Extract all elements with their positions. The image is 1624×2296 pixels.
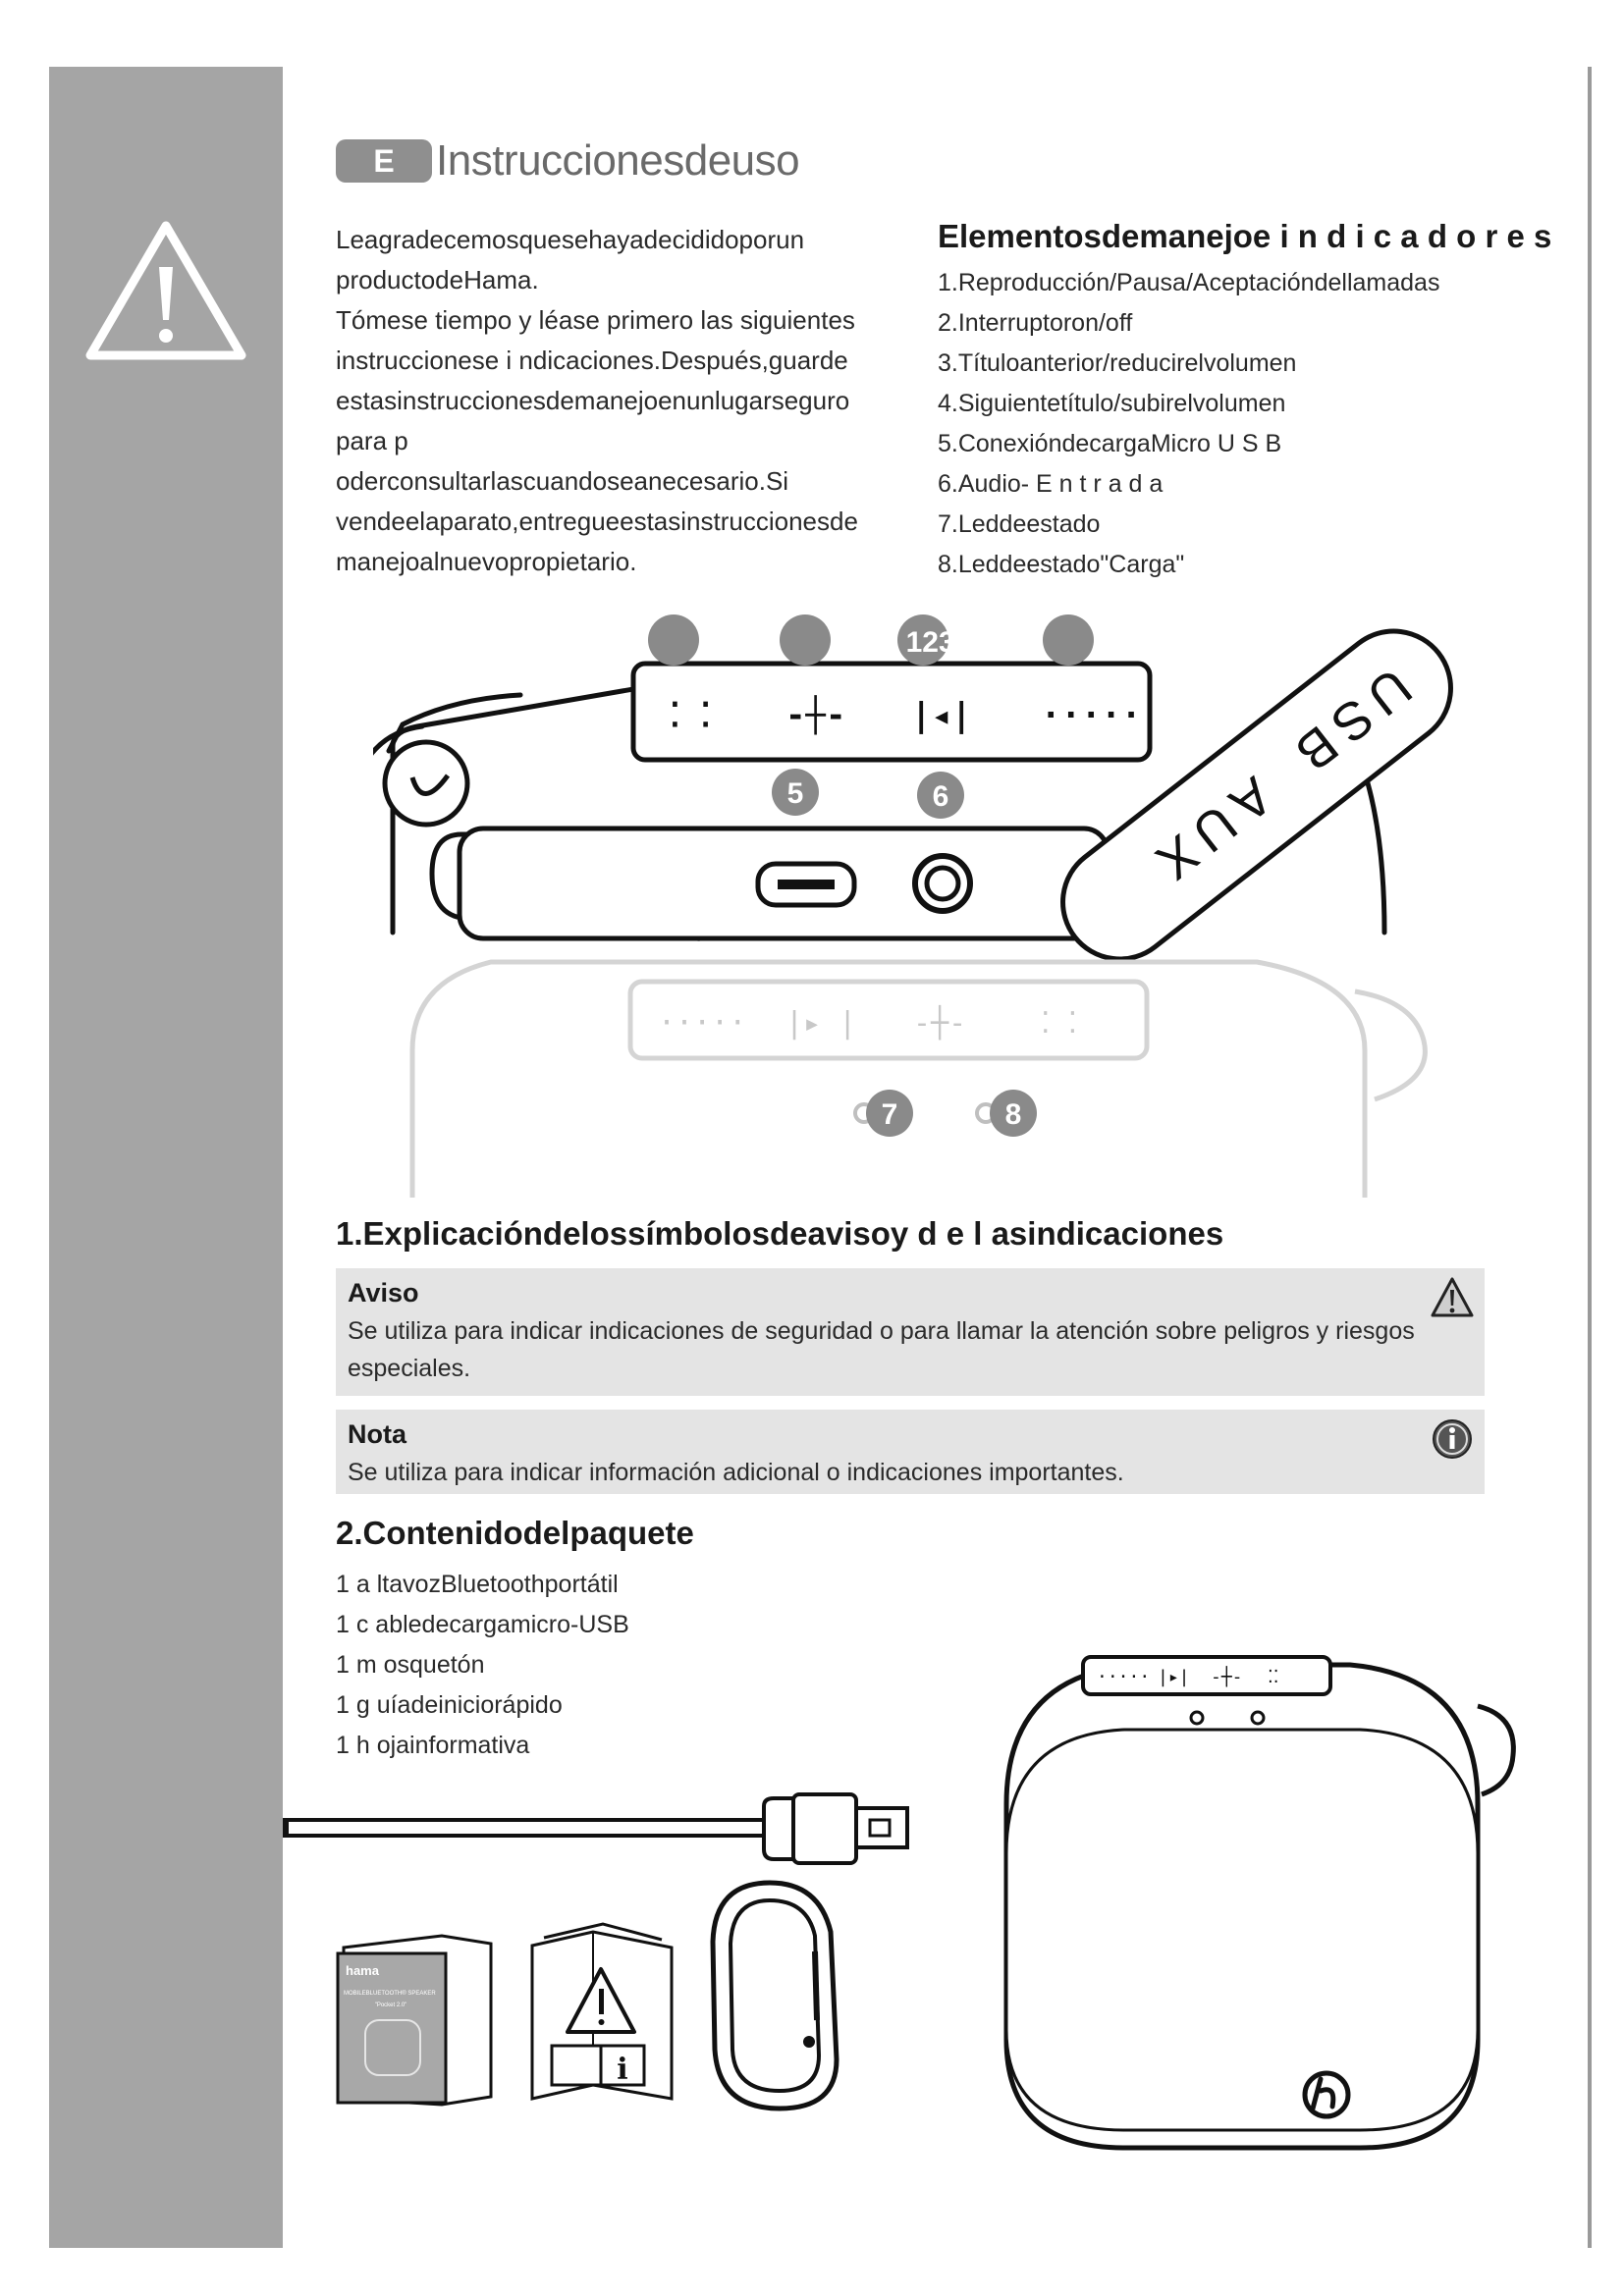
control-item: 2.Interruptoron/off xyxy=(938,309,1133,337)
section-1-title: 1.Explicacióndelossímbolosdeavisoy d e l asindicaciones xyxy=(336,1215,1224,1252)
warning-sidebar-icon xyxy=(82,218,249,365)
cap-label-aux: AUX xyxy=(1137,765,1283,897)
package-item: 1 g uíadeiniciorápido xyxy=(336,1691,563,1719)
speaker-controls-diagram xyxy=(373,589,1522,1217)
usb-cable-illustration xyxy=(283,1777,931,1875)
svg-text:i: i xyxy=(617,2053,628,2087)
package-contents-list xyxy=(336,1565,629,1766)
svg-text:-┼-: -┼- xyxy=(785,696,846,735)
aviso-box xyxy=(336,1268,1485,1396)
package-item: 1 m osquetón xyxy=(336,1651,485,1679)
info-circle-icon xyxy=(1430,1417,1475,1461)
nota-box xyxy=(336,1410,1485,1494)
aviso-heading: Aviso xyxy=(348,1278,419,1308)
callout-5: 5 xyxy=(786,777,804,810)
control-item: 3.Títuloanterior/reducirelvolumen xyxy=(938,349,1297,377)
info-sheet-illustration xyxy=(524,1912,681,2109)
cap-label-usb: USB xyxy=(1276,657,1423,789)
control-item: 5.ConexióndecargaMicro U S B xyxy=(938,430,1282,457)
right-margin-rule xyxy=(1588,67,1592,2248)
svg-text:-┼-: -┼- xyxy=(913,1006,967,1041)
speaker-illustration xyxy=(967,1647,1517,2158)
intro-paragraph: Leagradecemosquesehayadecididoporun productodeHama. xyxy=(336,225,805,294)
document-title: Instruccionesdeuso xyxy=(436,136,800,185)
control-item: 1.Reproducción/Pausa/Aceptacióndellamadas xyxy=(938,269,1440,296)
svg-text:·····: ····· xyxy=(1041,696,1142,735)
control-item: 6.Audio- E n t r a d a xyxy=(938,470,1164,498)
control-item: 8.Leddeestado"Carga" xyxy=(938,551,1185,578)
callout-8: 8 xyxy=(1004,1098,1022,1131)
language-badge: E xyxy=(336,139,432,183)
svg-text:-┼-: -┼- xyxy=(1211,1667,1243,1687)
svg-text:⁚ ⁚: ⁚ ⁚ xyxy=(670,696,712,735)
guide-brand: hama xyxy=(346,1963,379,1978)
guide-model: "Pocket 2.0" xyxy=(374,2002,407,2008)
svg-text:|▸|: |▸| xyxy=(1158,1667,1190,1687)
controls-list-section xyxy=(938,218,1552,585)
svg-text:·····: ····· xyxy=(1097,1667,1151,1687)
section-2-title: 2.Contenidodelpaquete xyxy=(336,1515,694,1551)
aviso-text: Se utiliza para indicar indicaciones de seguridad o para llamar la atención sobre peligros y riesgos especiales. xyxy=(348,1317,1415,1382)
warning-triangle-icon xyxy=(1430,1276,1475,1319)
nota-text: Se utiliza para indicar información adicional o indicaciones importantes. xyxy=(348,1459,1124,1486)
side-bar xyxy=(49,67,283,2248)
guide-product: MOBILEBLUETOOTH® SPEAKER xyxy=(344,1991,436,1997)
controls-title: Elementosdemanejoe i n d i c a d o r e s xyxy=(938,218,1552,254)
svg-text:|◂|: |◂| xyxy=(911,696,972,735)
control-item: 4.Siguientetítulo/subirelvolumen xyxy=(938,390,1286,417)
callout-6: 6 xyxy=(932,780,949,813)
nota-heading: Nota xyxy=(348,1419,406,1449)
carabiner-illustration xyxy=(701,1873,848,2118)
svg-text:·····: ····· xyxy=(658,1006,747,1041)
header xyxy=(336,137,799,185)
package-item: 1 c abledecargamicro-USB xyxy=(336,1611,629,1638)
control-item: 7.Leddeestado xyxy=(938,510,1101,538)
svg-text:⁚⁚: ⁚⁚ xyxy=(1268,1667,1279,1687)
callout-7: 7 xyxy=(881,1098,898,1131)
intro-text xyxy=(336,220,856,582)
package-item: 1 a ltavozBluetoothportátil xyxy=(336,1571,619,1598)
svg-text:⁚ ⁚: ⁚ ⁚ xyxy=(1041,1006,1078,1041)
callout-1234: 1234 xyxy=(905,626,972,659)
svg-text:|▸ |: |▸ | xyxy=(785,1006,857,1041)
quick-guide-illustration xyxy=(334,1932,496,2109)
intro-paragraph: Tómese tiempo y léase primero las siguientes instruccionese i ndicaciones.Después,guarde estasinstruccionesdemanejoenunlugarseguro para p oderconsultarlascuandoseanecesario.Si vendeelaparato,entregueestasinstruccionesde manejoalnuevopropietario. xyxy=(336,305,858,576)
package-item: 1 h ojainformativa xyxy=(336,1732,530,1759)
